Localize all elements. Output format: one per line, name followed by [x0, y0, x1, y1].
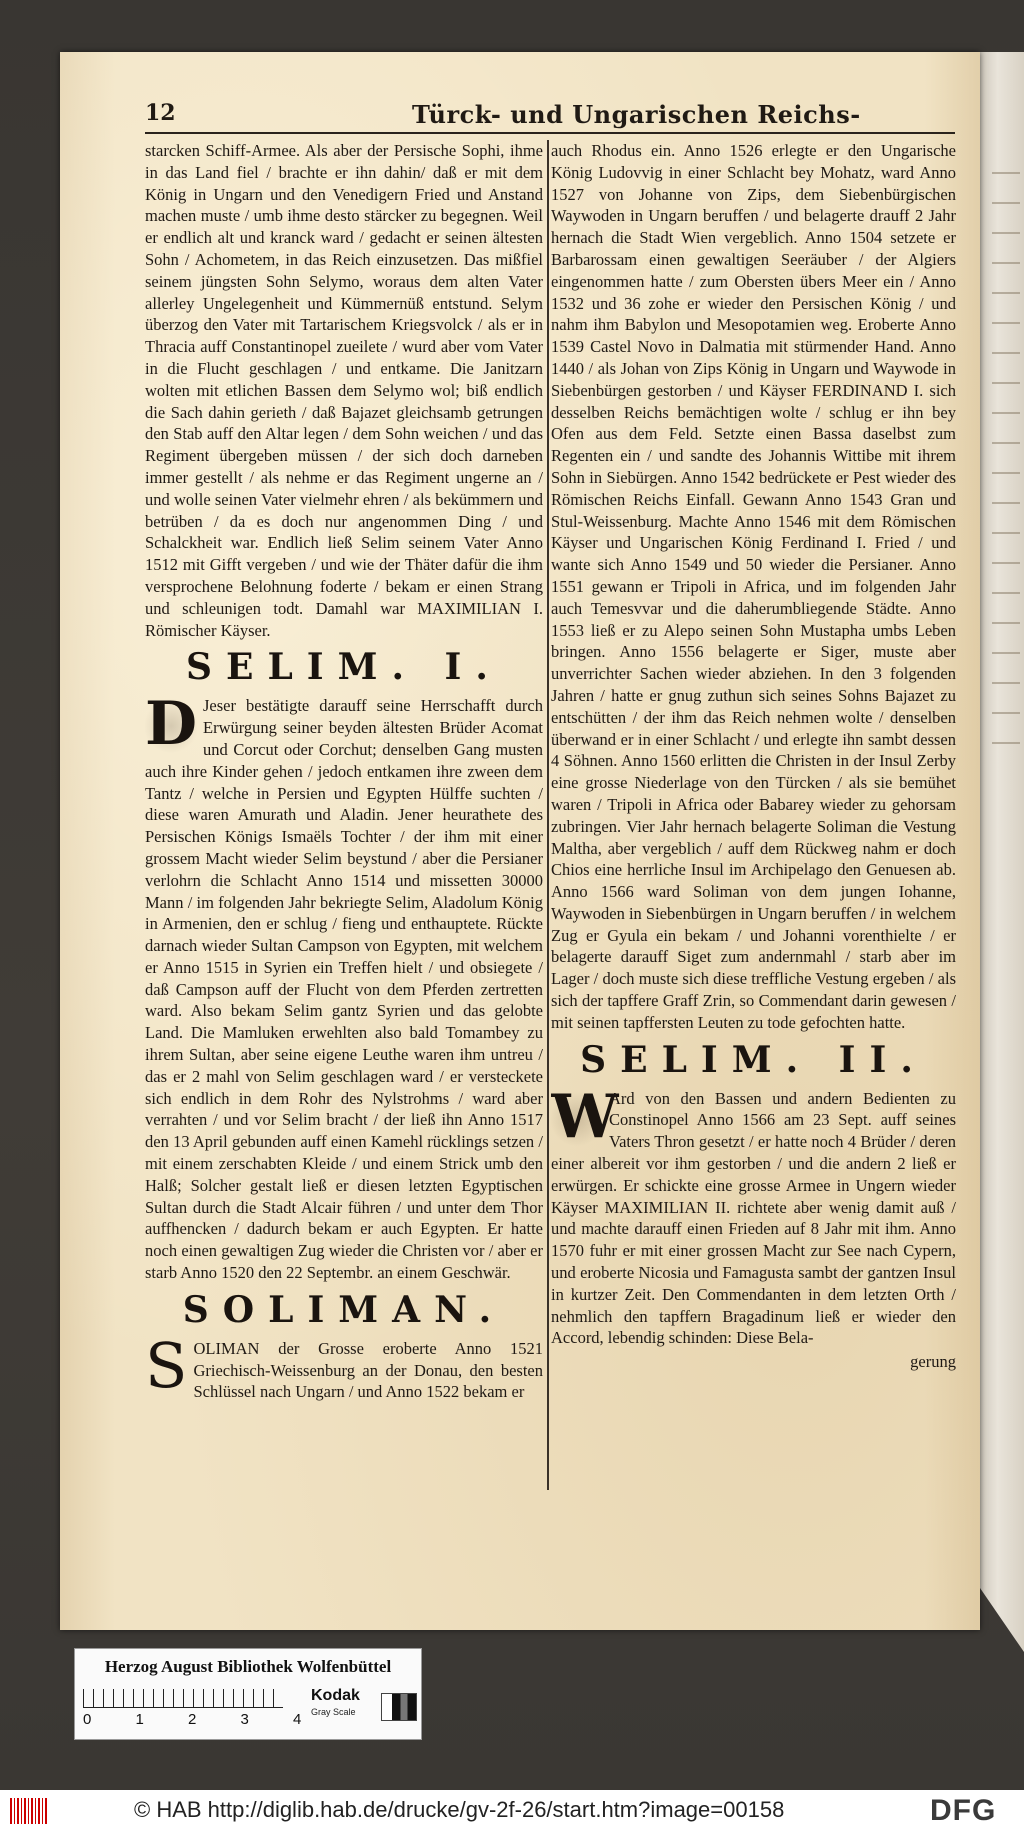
decorated-initial-d: D: [145, 689, 198, 760]
decorated-initial-w: W: [551, 1081, 619, 1152]
footer-bar: [0, 1790, 1024, 1833]
citation-link[interactable]: © HAB http://diglib.hab.de/drucke/gv-2f-26/start.htm?image=00158: [134, 1797, 785, 1822]
section-body-selim-i: [145, 689, 543, 1284]
section-title-soliman: SOLIMAN.: [182, 1288, 506, 1331]
selim-ii-text: Ard von den Bassen und andern Bedienten zu Constinopel Anno 1566 am 23 Sept. auff seines Vaters Thron gesetzt / er hatte noch 4 Brüder / deren einer albereit vor ihm gestorben / und die andern 2 ließ er erwürgen. Er schickte eine grosse Armee in Ungern wieder Käyser MAXIMILIAN II. richtete aber wenig damit auß / und machte darauff einen Frieden auf 8 Jahr mit ihm. Anno 1570 fuhr er mit einer grossen Macht zur See nach Cypern, und eroberte Nicosia und Famagusta sambt der gantzen Insul in kurtzer Zeit. Den Commendanten in dem letzten Orth / nehmlich den tapffern Bragadinum ließ er wieder den Accord, lebendig schinden: Diese Bela-: [551, 1088, 956, 1348]
gray-scale-swatch-icon: [381, 1693, 417, 1721]
library-name: Herzog August Bibliothek Wolfenbüttel: [104, 1657, 392, 1676]
scale-number: 4: [293, 1711, 302, 1728]
scale-numbers: [83, 1711, 303, 1728]
right-column: [551, 140, 956, 1520]
scale-number: 3: [240, 1711, 249, 1728]
running-head: [82, 100, 956, 134]
header-rule: [145, 132, 955, 134]
column-divider: [547, 140, 549, 1490]
barcode-icon: [10, 1798, 48, 1824]
scale-number: 0: [83, 1711, 92, 1728]
scale-number: 2: [188, 1711, 197, 1728]
section-body-soliman: [145, 1328, 543, 1403]
catchword: gerung: [910, 1352, 956, 1372]
kodak-brand: Kodak: [311, 1687, 360, 1704]
soliman-text: OLIMAN der Grosse eroberte Anno 1521 Griechisch-Weissenburg an der Donau, den besten Schlüssel nach Ungarn / und Anno 1522 bekam er: [193, 1338, 543, 1402]
scale-ruler: [83, 1689, 283, 1707]
initial-s: S: [145, 1328, 188, 1402]
page-number: 12: [145, 100, 176, 126]
section-body-selim-ii: [551, 1081, 956, 1350]
section-title-selim-ii: SELIM. II.: [580, 1038, 927, 1081]
left-opening-text: starcken Schiff-Armee. Als aber der Persische Sophi, ihme in das Land fiel / brachte er ihn dahin/ daß er mit dem König in Ungarn und den Venedigern Fried und Anstand machen muste / umb ihme desto stärcker zu begegnen. Weil er endlich alt und kranck ward / gedacht er seinen ältesten Sohn / Achometem, in das Reich einzusetzen. Das mißfiel seinem jüngsten Sohn Selymo, woraus dem alten Vater allerley Ungelegenheit und Kümmernüß entstund. Selym überzog den Vater mit Tartarischem Kriegsvolck / als er in Thracia auff Constantinopel zueilete / wurd aber vom Vater in die Flucht geschlagen / und entkame. Die Janitzarn wolten mit etlichen Bassen dem Selymo wol; biß endlich die Sach dahin gerieth / daß Bajazet gleichsamb getrungen den Stab auff den Altar legen / dem Sohn weichen / und das Regiment übergeben müssen / der sich doch darneben immer gestellt / als nehme er das Regiment ungerne an / und wolle seinen Vater vielmehr ehren / als bekümmern und betrüben / da es doch nur angenommen Ding / und Schalckheit war. Endlich ließ Selim seinem Vater Anno 1512 mit Gifft vergeben / und wie der Thäter dafür die ihm versprochene Belohnung foderte / bekam er einen Strang und schleunigen todt. Damahl war MAXIMILIAN I. Römischer Käyser.: [145, 141, 543, 640]
next-page-edge: [980, 52, 1024, 1652]
right-opening-text: auch Rhodus ein. Anno 1526 erlegte er den Ungarische König Ludovvig in einer Schlacht bey Mohatz, ward Anno 1527 von Johanne von Zips, dem Siebenbürgischen Waywoden in Ungarn beruffen / und belagerte drauff 2 Jahr hernach die Stadt Wien vergeblich. Anno 1504 setzete er Barbarossam einen gewaltigen Seeräuber / der Algiers eingenommen hatte / zum Obersten übers Meer ein / Anno 1532 und 36 zohe er wieder den Persischen König / und nahm ihm Babylon und Mesopotamien weg. Eroberte Anno 1539 Castel Novo in Dalmatia mit stürmender Hand. Anno 1440 / als Johan von Zips König in Ungarn und Waywode in Siebenbürgen gestorben / und Käyser FERDINAND I. sich desselben Reichs bemächtigen wolte / schlug er ihn bey Ofen aus dem Feld. Setzte einen Bassa daselbst zum Regenten ein / und sandte des Johannis Wittibe mit ihrem Sohn in Siebürgen. Anno 1542 bedrückete er Pest wieder des Römischen Reichs Einfall. Gewann Anno 1543 Gran und Stul-Weissenburg. Machte Anno 1546 mit dem Römischen Käyser und Ungarischen König Ferdinand I. Fried / und wante sich Anno 1549 und 50 wieder die Persianer. Anno 1551 gewann er Tripoli in Africa, und im folgenden Jahr auch Temesvvar und die daherumbliegende Städte. Anno 1553 ließ er zu Alepo seinen Sohn Mustapha umbs Leben bringen. Anno 1556 belagerte er Siger, muste aber unverrichter Sachen wieder abziehen. In den 3 folgenden Jahren / hatte er gnug zuthun sich seines Sohns Bajazet zu entschütten / der ihm das Reich nehmen wolte / denselben überwand er in einer Schlacht / und erlegte ihn sambt dessen 4 Söhnen. Anno 1560 erlitten die Christen in der Insul Zerby eine grosse Niederlage von den Türcken / als sie bemühet waren / Tripoli in Africa oder Babarey wieder zu gehorsam zubringen. Vier Jahr hernach belagerte Soliman die Vestung Maltha, aber vergeblich / auff dem Rückweg nahm er doch Chios eine herrliche Insul im Archipelago den Genuesen ab. Anno 1566 ward Soliman von dem jungen Iohanne, Waywoden in Siebenbürgen in Ungarn beruffen / in welchem Zug er Gyula ein bekam / und Johanni vorenthielte / er belagerte darauff Siget zum andernmahl / starb aber im Lager / doch muste sich diese treffliche Vestung ergeben / als sich der tapffere Graff Zrin, so Commendant darin gewesen / mit seinen tapffersten Leuten zu tode gefochten hatte.: [551, 141, 956, 1032]
dfg-logo: DFG: [930, 1794, 997, 1827]
left-column: [145, 140, 543, 1520]
scale-ruler-base: [83, 1707, 283, 1708]
selim-i-text: Jeser bestätigte darauff seine Herrschafft durch Erwürgung seiner beyden ältesten Brüder Acomat und Corcut oder Corchut; denselben Gang musten auch ihre Kinder gehen / jedoch entkamen ihre zween dem Tantz / welche in Persien und Egypten Hülffe suchten / diese waren Amurath und Aladin. Jener heurathete des Persischen Königs Ismaëls Tochter / der ihm mit einer grossem Macht wieder Selim beystund / aber die Persianer verlohrn die Schlacht Anno 1514 und missetten 30000 Mann / im folgenden Jahr bekriegte Selim, Aladolum König in Armenien, den er schlug / fieng und enthauptete. Rückte darnach wieder Sultan Campson von Egypten, mit welchem er Anno 1515 in Syrien ein Treffen hielt / und obsiegete / daß Campson auff der Flucht von dem Pferden zertretten ward. Also bekam Selim gantz Syrien und das gelobte Land. Die Mamluken erwehlten also bald Tomambey zu ihrem Sultan, aber seine eigene Leuthe waren ihm untreu / das er 2 mahl von Selim geschlagen ward / er versteckete sich endlich in dem Rohr des Nylstrohms / ward aber verrahten / und vor Selim bracht / der ließ ihn Anno 1517 den 13 April gebunden auff einen Kamehl rücklings setzen / mit einem zerschabten Kleide / und einem Strick umb den Halß; Solcher gestalt ließ er diesen letzten Egyptischen Sultan durch die Stadt Alcair führen / und unter dem Thor auffhencken / dadurch bekam er auch Egypten. Er hatte noch einen gewaltigen Zug wieder die Christen vor / aber er starb Anno 1520 den 22 Septembr. an einem Geschwär.: [145, 696, 543, 1283]
gray-scale-label: Gray Scale: [311, 1707, 356, 1717]
section-title-selim-i: SELIM. I.: [186, 646, 502, 689]
running-title: Türck- und Ungarischen Reichs-: [412, 100, 861, 129]
scale-number: 1: [135, 1711, 144, 1728]
color-target: [74, 1648, 422, 1740]
